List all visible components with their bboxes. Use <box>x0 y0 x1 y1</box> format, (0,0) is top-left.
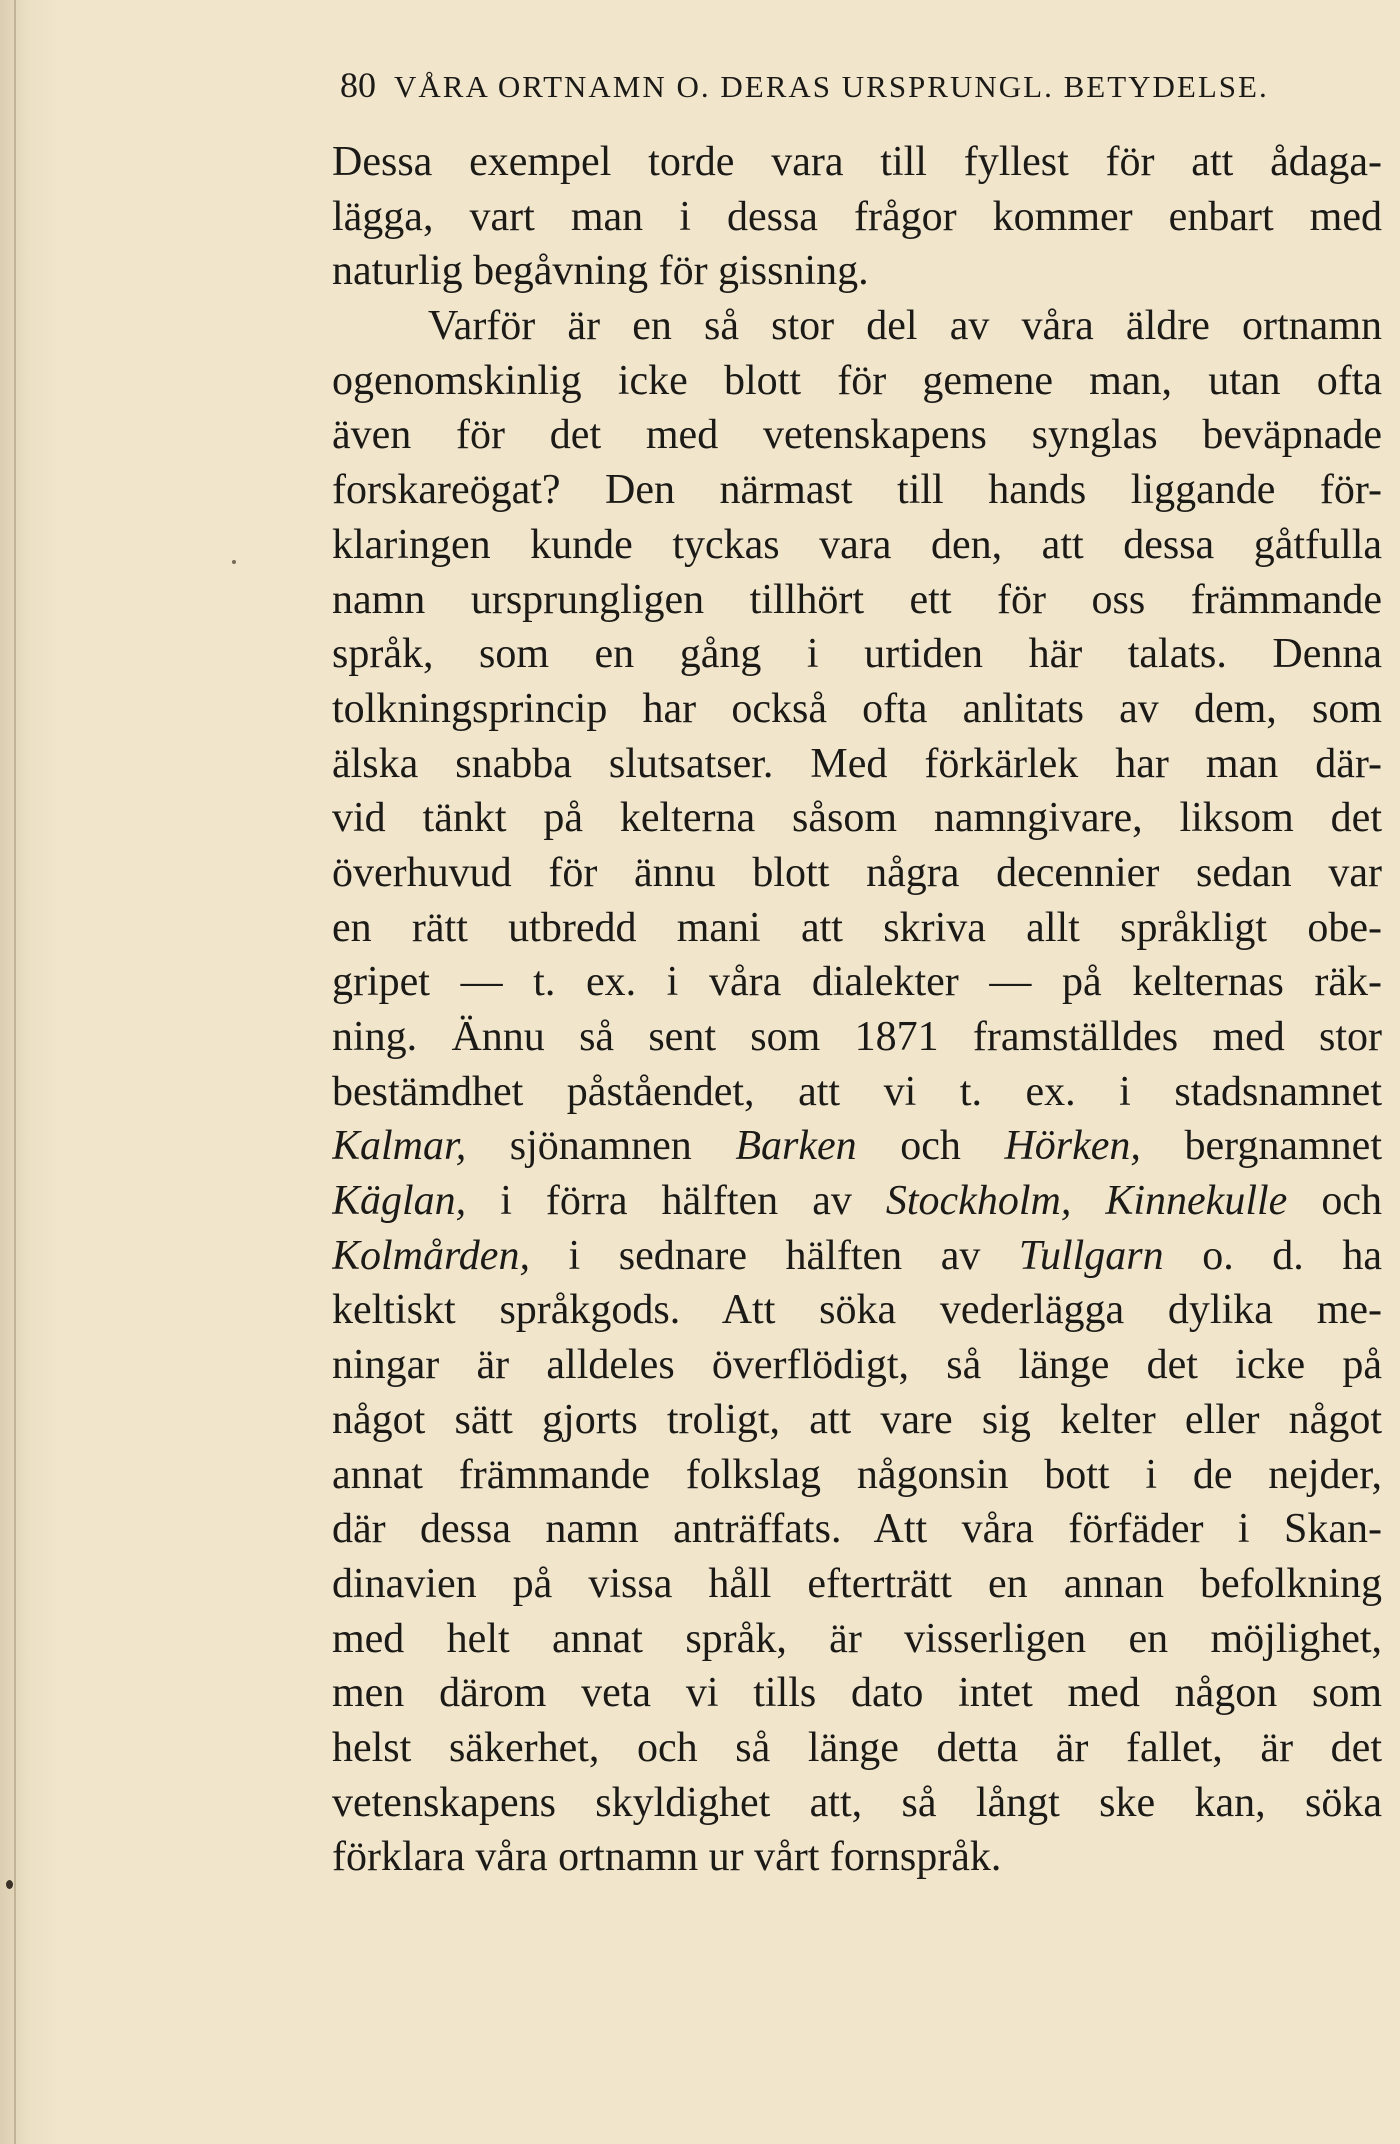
text-line: naturlig begåvning för gissning. <box>332 248 869 295</box>
text-line: gripet — t. ex. i våra dialekter — på kelternas räk- <box>332 959 1382 1006</box>
text-line: överhuvud för ännu blott några decennier sedan var <box>332 849 1382 896</box>
text-line: med helt annat språk, är visserligen en möjlighet, <box>332 1615 1382 1662</box>
text-line: ogenomskinlig icke blott för gemene man, utan ofta <box>332 357 1382 404</box>
text-line: keltiskt språkgods. Att söka vederlägga dylika me- <box>332 1287 1382 1334</box>
italic-place-name: Stockholm, <box>885 1178 1072 1225</box>
paper-speck <box>232 560 236 564</box>
running-header <box>340 64 1380 106</box>
text-run: sjönamnen <box>466 1123 736 1170</box>
text-run: i sednare hälften av <box>529 1232 1019 1279</box>
text-line: tolkningsprincip har också ofta anlitats av dem, som <box>332 685 1382 732</box>
text-run: och <box>1287 1178 1382 1225</box>
text-run: i förra hälften av <box>466 1178 886 1225</box>
text-line: klaringen kunde tyckas vara den, att dessa gåtfulla <box>332 521 1382 568</box>
italic-place-name: Kolmården, <box>332 1232 530 1279</box>
text-line: ningar är alldeles överflödigt, så länge det icke på <box>332 1342 1382 1389</box>
italic-place-name: Tullgarn <box>1018 1232 1164 1279</box>
text-line-with-italics <box>332 1119 1382 1174</box>
text-run <box>1071 1178 1105 1224</box>
text-line: även för det med vetenskapens synglas beväpnade <box>332 412 1382 459</box>
text-line: lägga, vart man i dessa frågor kommer enbart med <box>332 193 1382 240</box>
page-number: 80 <box>340 65 376 105</box>
text-line: Dessa exempel torde vara till fyllest för att ådaga- <box>332 139 1382 185</box>
body-text <box>332 135 1382 1885</box>
text-line-with-italics <box>332 1174 1382 1229</box>
italic-place-name: Hörken, <box>1004 1123 1141 1170</box>
binding-gutter <box>14 0 16 2144</box>
text-line: älska snabba slutsatser. Med förkärlek har man där- <box>332 740 1382 787</box>
text-line: språk, som en gång i urtiden här talats. Denna <box>332 631 1382 678</box>
text-line: något sätt gjorts troligt, att vare sig kelter eller något <box>332 1396 1382 1443</box>
text-line: ning. Ännu så sent som 1871 framställdes med stor <box>332 1014 1382 1060</box>
text-run: bergnamnet <box>1140 1123 1382 1170</box>
italic-place-name: Kinnekulle <box>1105 1178 1288 1225</box>
text-line: helst säkerhet, och så länge detta är fallet, är det <box>332 1724 1382 1771</box>
text-line: annat främmande folkslag någonsin bott i de nejder, <box>332 1451 1382 1498</box>
text-line-with-italics <box>332 1229 1382 1284</box>
text-line: dinavien på vissa håll efterträtt en annan befolkning <box>332 1560 1382 1607</box>
text-line: förklara våra ortnamn ur vårt fornspråk. <box>332 1834 1002 1881</box>
text-line: men därom veta vi tills dato intet med någon som <box>332 1670 1382 1717</box>
text-line: en rätt utbredd mani att skriva allt språkligt obe- <box>332 904 1382 951</box>
text-line: vetenskapens skyldighet att, så långt ske kan, söka <box>332 1779 1382 1826</box>
text-line: bestämdhet påståendet, att vi t. ex. i stadsnamnet <box>332 1068 1382 1115</box>
text-line: där dessa namn anträffats. Att våra förfäder i Skan- <box>332 1506 1382 1553</box>
text-line: forskareögat? Den närmast till hands liggande för- <box>332 467 1382 514</box>
text-run: o. d. ha <box>1163 1232 1382 1279</box>
italic-place-name: Barken <box>735 1123 857 1170</box>
running-title: VÅRA ORTNAMN O. DERAS URSPRUNGL. BETYDELSE. <box>394 69 1269 104</box>
italic-place-name: Käglan, <box>332 1178 467 1225</box>
text-line: namn ursprungligen tillhört ett för oss främmande <box>332 576 1382 623</box>
text-line: Varför är en så stor del av våra äldre ortnamn <box>428 303 1382 350</box>
italic-place-name: Kalmar, <box>332 1123 467 1170</box>
text-line: vid tänkt på kelterna såsom namngivare, liksom det <box>332 795 1382 842</box>
text-run: och <box>856 1123 1005 1170</box>
margin-mark <box>6 1880 13 1889</box>
